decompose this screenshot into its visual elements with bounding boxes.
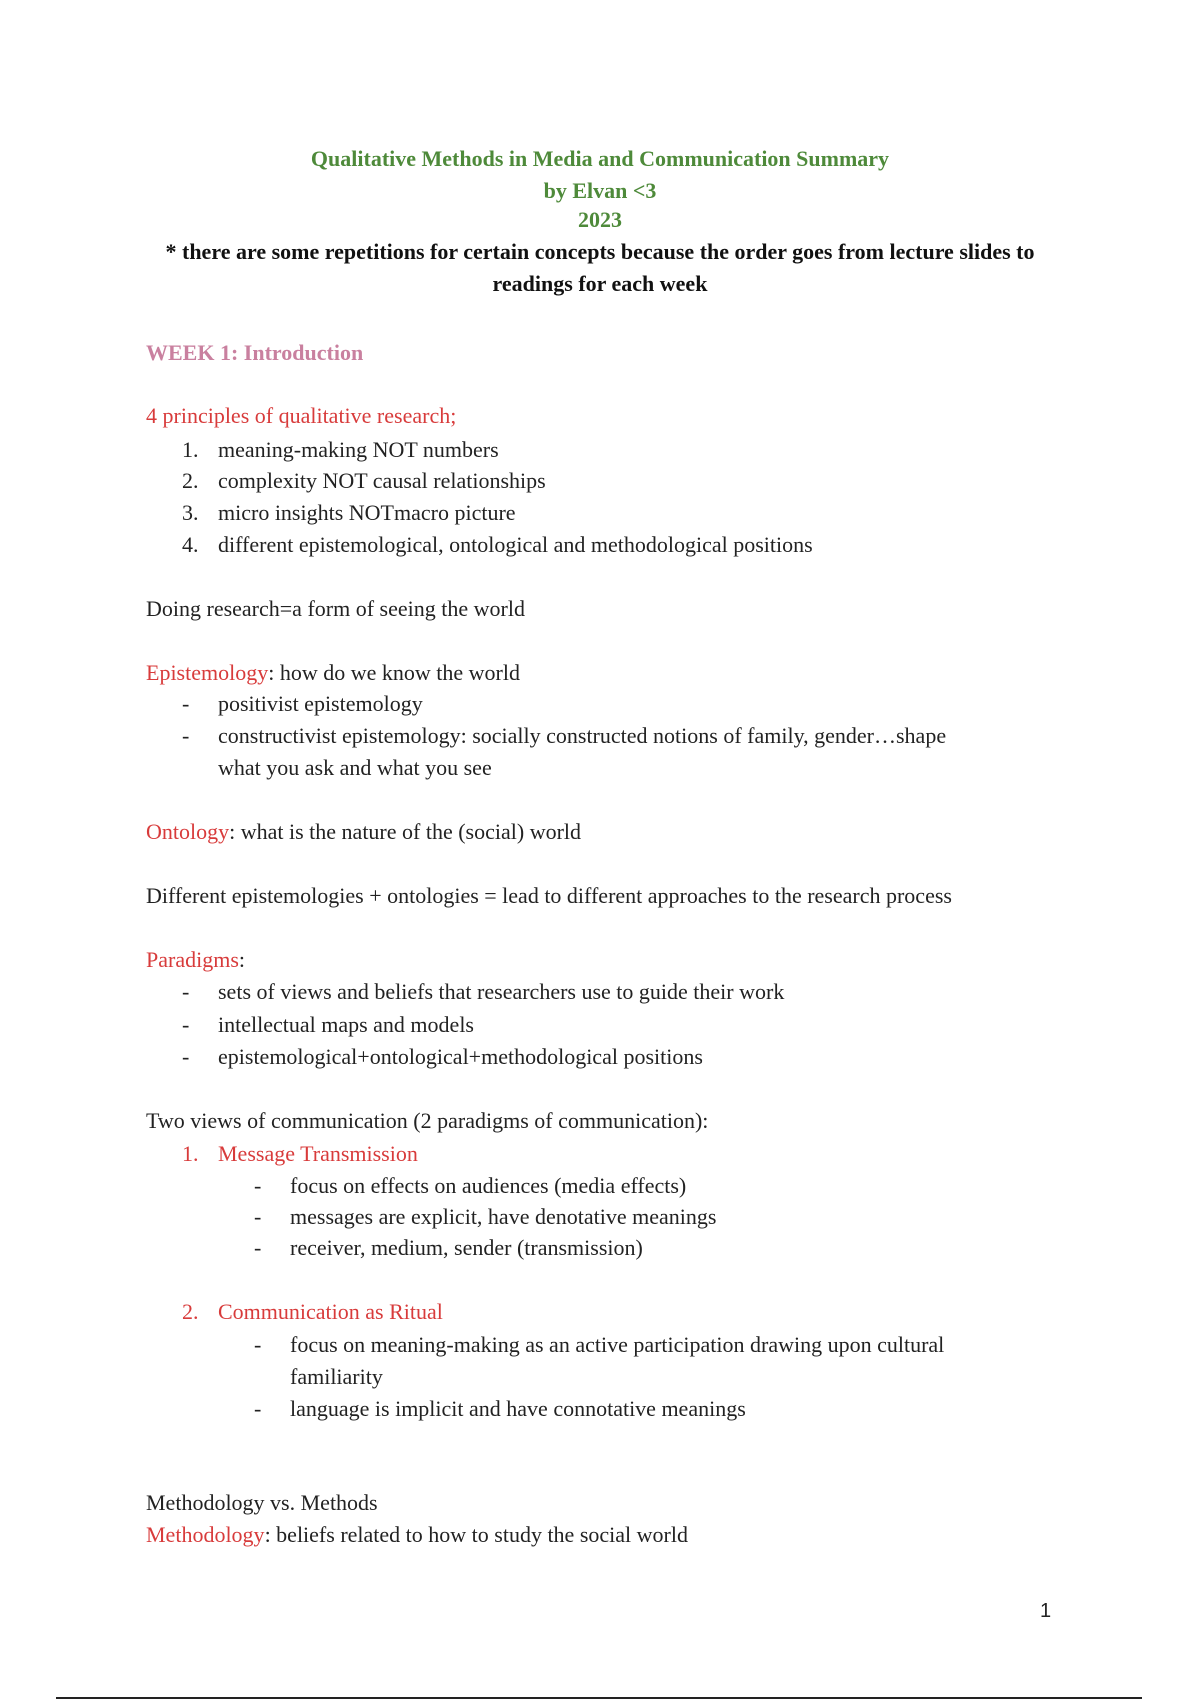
view-num-2: 2. [182, 1299, 199, 1324]
paradigms-line [146, 947, 245, 973]
view2-bullet-1-cont: familiarity [290, 1364, 383, 1389]
paradigms-bullet-1: sets of views and beliefs that researchers use to guide their work [218, 979, 785, 1004]
principle-num-2: 2. [182, 468, 199, 493]
page-bottom-rule [56, 1697, 1142, 1699]
bullet-dash: - [254, 1204, 262, 1229]
paradigms-bullet-3: epistemological+ontological+methodological positions [218, 1044, 703, 1069]
epistemology-term: Epistemology [146, 660, 269, 685]
epistemology-line [146, 660, 520, 686]
paradigms-term: Paradigms [146, 947, 239, 972]
view1-bullet-1: focus on effects on audiences (media effects) [290, 1173, 687, 1198]
methodology-term: Methodology [146, 1522, 265, 1547]
principle-text-3: micro insights NOTmacro picture [218, 500, 516, 525]
principle-num-1: 1. [182, 437, 199, 462]
view-title-1: Message Transmission [218, 1141, 418, 1166]
epistemology-definition: : how do we know the world [268, 660, 520, 685]
principle-num-4: 4. [182, 532, 199, 557]
view1-bullet-3: receiver, medium, sender (transmission) [290, 1235, 643, 1260]
principle-num-3: 3. [182, 500, 199, 525]
page-number: 1 [1040, 1600, 1052, 1622]
view2-bullet-1: focus on meaning-making as an active participation drawing upon cultural [290, 1332, 945, 1357]
document-byline: by Elvan <3 [543, 178, 657, 203]
bullet-dash: - [182, 1044, 190, 1069]
bullet-dash: - [254, 1332, 262, 1357]
document-title: Qualitative Methods in Media and Communication Summary [310, 146, 890, 171]
view1-bullet-2: messages are explicit, have denotative meanings [290, 1204, 717, 1229]
principle-text-4: different epistemological, ontological and methodological positions [218, 532, 813, 557]
ontology-definition: : what is the nature of the (social) world [229, 819, 582, 844]
doing-research-line: Doing research=a form of seeing the world [146, 596, 525, 621]
methodology-vs-methods: Methodology vs. Methods [146, 1490, 378, 1515]
bullet-dash: - [254, 1396, 262, 1421]
epistemology-bullet-2: constructivist epistemology: socially constructed notions of family, gender…shape [218, 723, 947, 748]
bullet-dash: - [182, 723, 190, 748]
principles-heading: 4 principles of qualitative research; [146, 403, 457, 428]
paradigms-bullet-2: intellectual maps and models [218, 1012, 474, 1037]
ontology-term: Ontology [146, 819, 230, 844]
methodology-definition: : beliefs related to how to study the social world [264, 1522, 688, 1547]
bullet-dash: - [182, 691, 190, 716]
document-year: 2023 [578, 207, 622, 232]
view-title-2: Communication as Ritual [218, 1299, 443, 1324]
week1-heading: WEEK 1: Introduction [146, 340, 364, 365]
bullet-dash: - [254, 1173, 262, 1198]
two-views-line: Two views of communication (2 paradigms of communication): [146, 1108, 709, 1133]
principle-text-2: complexity NOT causal relationships [218, 468, 546, 493]
principle-text-1: meaning-making NOT numbers [218, 437, 499, 462]
ontology-line [146, 819, 581, 845]
different-approaches-line: Different epistemologies + ontologies = lead to different approaches to the research process [146, 883, 952, 908]
view-num-1: 1. [182, 1141, 199, 1166]
repetition-note: * there are some repetitions for certain concepts because the order goes from lecture slides to readings for each week [165, 239, 1035, 296]
view2-bullet-2: language is implicit and have connotative meanings [290, 1396, 746, 1421]
bullet-dash: - [182, 979, 190, 1004]
methodology-line [146, 1522, 688, 1548]
bullet-dash: - [254, 1235, 262, 1260]
paradigms-suffix: : [238, 947, 246, 972]
epistemology-bullet-1: positivist epistemology [218, 691, 423, 716]
bullet-dash: - [182, 1012, 190, 1037]
epistemology-bullet-2-cont: what you ask and what you see [218, 755, 492, 780]
